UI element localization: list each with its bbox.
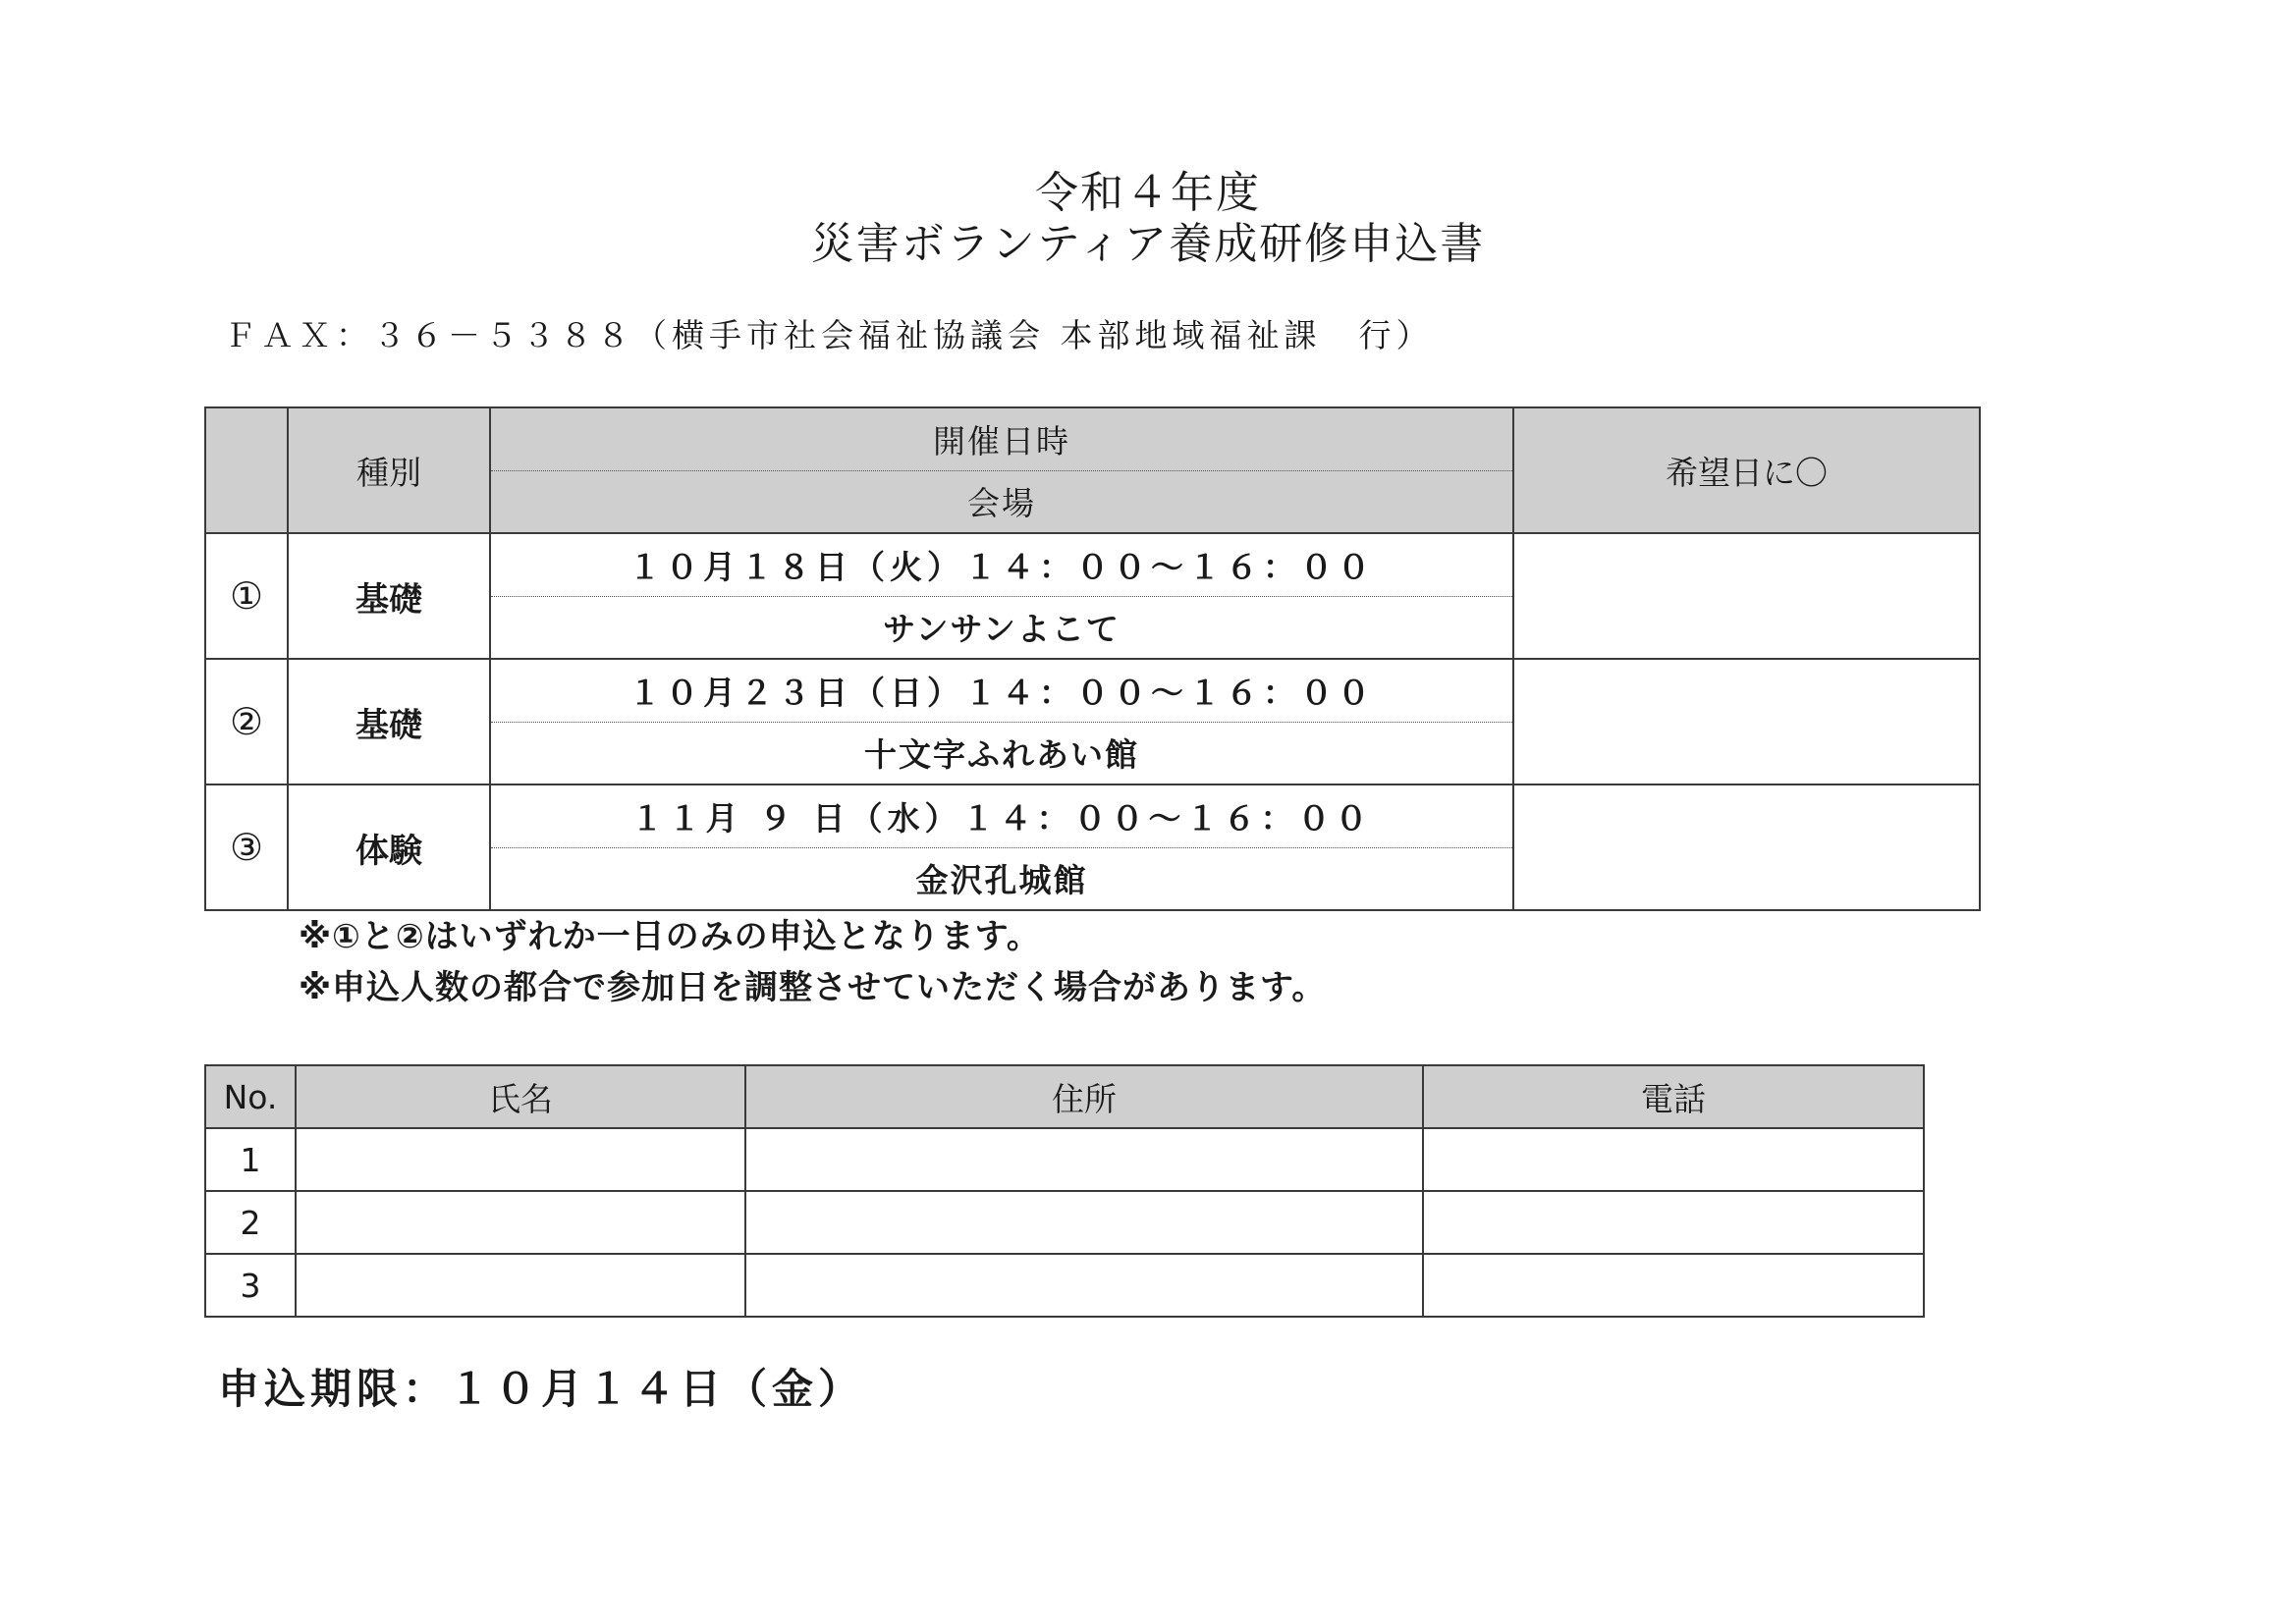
row-number: 3	[205, 1254, 296, 1317]
session-row-3	[205, 784, 1980, 847]
header-venue: 会場	[490, 470, 1513, 533]
session-venue: 金沢孔城館	[490, 847, 1513, 910]
phone-field[interactable]	[1423, 1128, 1924, 1191]
applicant-row	[205, 1254, 1924, 1317]
applicant-row	[205, 1191, 1924, 1254]
wish-cell[interactable]	[1513, 533, 1980, 659]
header-wish: 希望日に〇	[1513, 407, 1980, 533]
applicant-table	[204, 1064, 1925, 1318]
session-datetime: １０月２３日（日）１４：００～１６：００	[490, 659, 1513, 722]
row-number: 1	[205, 1128, 296, 1191]
header-name: 氏名	[296, 1065, 745, 1128]
row-number: 2	[205, 1191, 296, 1254]
session-kind: 体験	[288, 784, 490, 910]
session-row-1	[205, 533, 1980, 596]
application-deadline: 申込期限：１０月１４日（金）	[218, 1365, 865, 1413]
note-line: ※申込人数の都合で参加日を調整させていただく場合があります。	[299, 968, 1327, 1007]
address-field[interactable]	[745, 1191, 1423, 1254]
session-number: ③	[205, 784, 288, 910]
name-field[interactable]	[296, 1191, 745, 1254]
session-datetime: １１月 ９ 日（水）１４：００～１６：００	[490, 784, 1513, 847]
header-num-cell	[205, 407, 288, 533]
session-number: ①	[205, 533, 288, 659]
phone-field[interactable]	[1423, 1191, 1924, 1254]
fax-line: ＦＡＸ：３６－５３８８（横手市社会福祉協議会 本部地域福祉課 行）	[224, 316, 1434, 354]
session-venue: サンサンよこて	[490, 596, 1513, 659]
session-row-2	[205, 659, 1980, 722]
applicant-row	[205, 1128, 1924, 1191]
header-datetime: 開催日時	[490, 407, 1513, 470]
form-title-year: 令和４年度	[1035, 168, 1261, 218]
wish-cell[interactable]	[1513, 784, 1980, 910]
address-field[interactable]	[745, 1128, 1423, 1191]
header-address: 住所	[745, 1065, 1423, 1128]
notes	[299, 911, 1326, 1013]
header-phone: 電話	[1423, 1065, 1924, 1128]
header-no: No.	[205, 1065, 296, 1128]
name-field[interactable]	[296, 1254, 745, 1317]
note-line: ※①と②はいずれか一日のみの申込となります。	[299, 917, 1041, 956]
name-field[interactable]	[296, 1128, 745, 1191]
session-venue: 十文字ふれあい館	[490, 722, 1513, 784]
session-table	[204, 406, 1981, 911]
form-title: 災害ボランティア養成研修申込書	[810, 219, 1486, 269]
phone-field[interactable]	[1423, 1254, 1924, 1317]
session-number: ②	[205, 659, 288, 784]
session-kind: 基礎	[288, 533, 490, 659]
wish-cell[interactable]	[1513, 659, 1980, 784]
header-kind: 種別	[288, 407, 490, 533]
address-field[interactable]	[745, 1254, 1423, 1317]
session-kind: 基礎	[288, 659, 490, 784]
session-datetime: １０月１８日（火）１４：００～１６：００	[490, 533, 1513, 596]
